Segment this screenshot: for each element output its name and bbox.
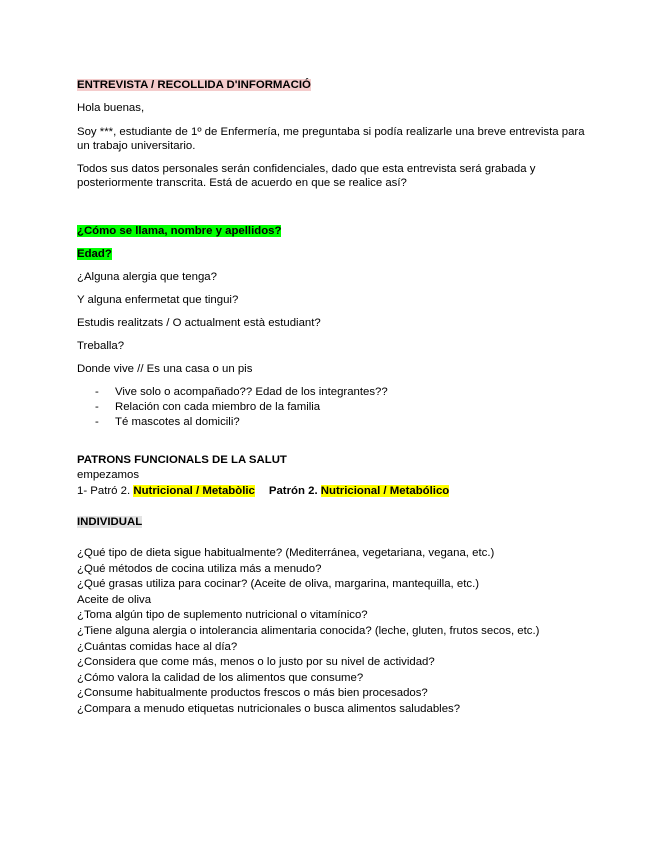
intro-paragraph-2: Todos sus datos personales serán confidenciales, dado que esta entrevista será grabada y posteriormente transcrita. Está de acuerdo en que se realice así? (77, 163, 536, 189)
question-illness: Y alguna enfermetat que tingui? (77, 294, 239, 306)
question-name-text: ¿Cómo se llama, nombre y apellidos? (77, 225, 282, 237)
intro-paragraph-1: Soy ***, estudiante de 1º de Enfermería, me preguntaba si podía realizarle una breve entrevista para un trabajo universitario. (77, 126, 585, 152)
list-item: ¿Considera que come más, menos o lo justo por su nivel de actividad? (77, 656, 435, 669)
list-item: ¿Consume habitualmente productos frescos o más bien procesados? (77, 687, 428, 700)
question-name (77, 224, 281, 238)
dash-bullet: - (95, 416, 99, 428)
dash-bullet: - (95, 386, 99, 398)
pattern-prefix-es: Patrón 2. (268, 485, 321, 497)
individual-title (77, 515, 142, 529)
patterns-start: empezamos (77, 469, 140, 481)
list-item (95, 400, 388, 415)
list-item: ¿Cómo valora la calidad de los alimentos que consume? (77, 671, 364, 684)
question-home: Donde vive // Es una casa o un pis (77, 363, 253, 375)
list-item: Aceite de oliva (77, 593, 152, 606)
question-age-text: Edad? (77, 248, 112, 260)
list-item: ¿Toma algún tipo de suplemento nutricional o vitamínico? (77, 609, 368, 622)
document-title (77, 78, 311, 92)
list-item: ¿Tiene alguna alergia o intolerancia alimentaria conocida? (leche, gluten, frutos secos, etc.) (77, 624, 540, 637)
document-title-text: ENTREVISTA / RECOLLIDA D'INFORMACIÓ (77, 79, 311, 91)
list-item-text: Vive solo o acompañado?? Edad de los integrantes?? (115, 386, 388, 398)
pattern-highlight-es: Nutricional / Metabólico (320, 485, 450, 497)
question-age (77, 247, 112, 261)
individual-title-text: INDIVIDUAL (77, 516, 143, 528)
individual-questions-list (77, 546, 539, 718)
pattern-line (77, 484, 449, 498)
list-item: ¿Qué tipo de dieta sigue habitualmente? (Mediterránea, vegetariana, vegana, etc.) (77, 547, 495, 559)
greeting: Hola buenas, (77, 102, 145, 114)
list-item-text: Té mascotes al domicili? (115, 416, 240, 428)
question-work: Treballa? (77, 340, 125, 352)
pattern-prefix-ca: 1- Patró 2. (77, 485, 134, 497)
patterns-title: PATRONS FUNCIONALS DE LA SALUT (77, 454, 287, 466)
home-sub-list (95, 385, 388, 430)
dash-bullet: - (95, 401, 99, 413)
question-studies: Estudis realitzats / O actualment està estudiant? (77, 317, 321, 329)
list-item: ¿Qué métodos de cocina utiliza más a menudo? (77, 562, 322, 575)
list-item (95, 385, 388, 400)
list-item-text: Relación con cada miembro de la familia (115, 401, 321, 413)
list-item (95, 415, 388, 430)
question-allergy: ¿Alguna alergia que tenga? (77, 271, 217, 283)
list-item: ¿Compara a menudo etiquetas nutricionales o busca alimentos saludables? (77, 702, 461, 715)
pattern-highlight-ca: Nutricional / Metabòlic (133, 485, 255, 497)
list-item: ¿Cuántas comidas hace al día? (77, 640, 238, 653)
list-item: ¿Qué grasas utiliza para cocinar? (Aceite de oliva, margarina, mantequilla, etc.) (77, 578, 480, 591)
